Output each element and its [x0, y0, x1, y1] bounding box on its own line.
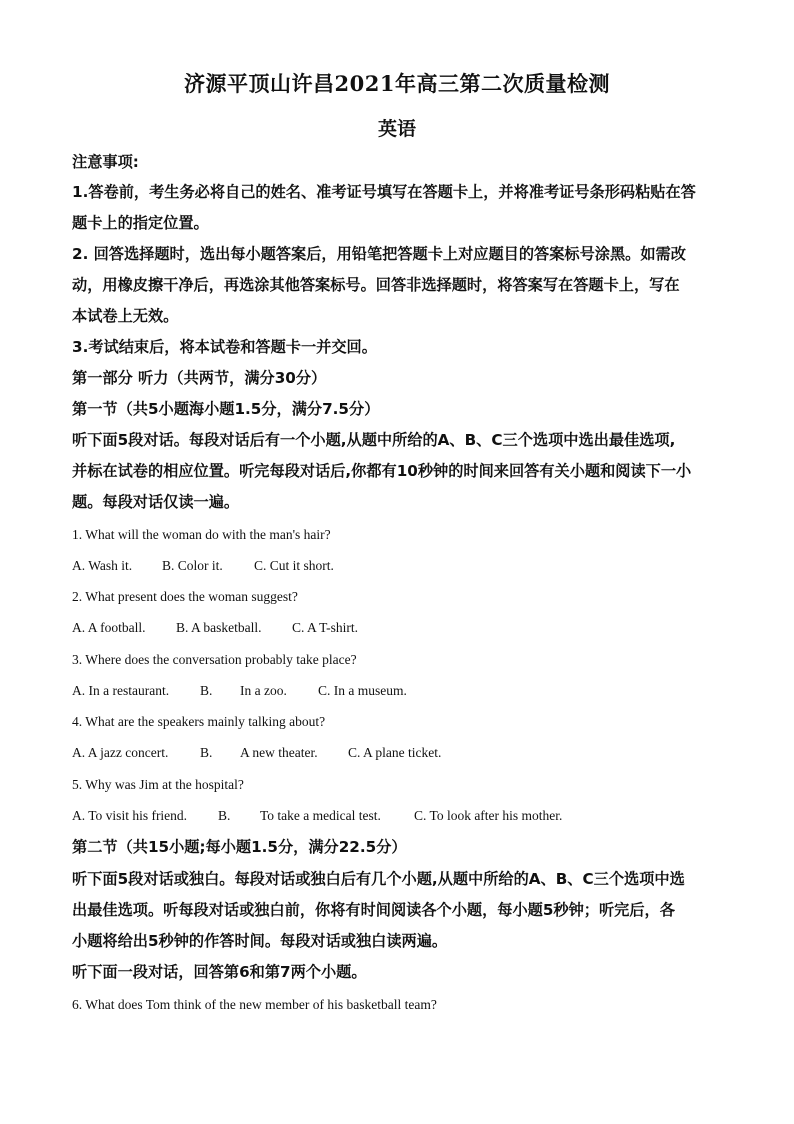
section1-instruction: 题。每段对话仅读一遍。: [72, 493, 240, 511]
option-b-letter: B.: [200, 745, 213, 760]
option-b-letter: B.: [200, 683, 213, 698]
notice-line: 3.考试结束后，将本试卷和答题卡一并交回。: [72, 338, 377, 356]
section1-instruction: 并标在试卷的相应位置。听完每段对话后,你都有10秒钟的时间来回答有关小题和阅读下一小: [72, 462, 692, 480]
question-stem: 6. What does Tom think of the new member of his basketball team?: [72, 997, 437, 1012]
subject-title: 英语: [377, 118, 416, 140]
section1-instruction: 听下面5段对话。每段对话后有一个小题,从题中所给的A、B、C三个选项中选出最佳选项,: [72, 431, 676, 449]
option-a: A. A jazz concert.: [72, 745, 169, 760]
option-c: C. A plane ticket.: [348, 745, 442, 760]
question-stem: 2. What present does the woman suggest?: [72, 589, 298, 604]
section1-heading: 第一节（共5小题海小题1.5分，满分7.5分）: [72, 400, 380, 418]
option-c: C. Cut it short.: [254, 558, 334, 573]
question-stem: 5. Why was Jim at the hospital?: [72, 777, 244, 792]
option-a: A. A football.: [72, 620, 146, 635]
option-a: A. In a restaurant.: [72, 683, 170, 698]
option-a: A. Wash it.: [72, 558, 133, 573]
notice-heading: 注意事项:: [72, 153, 139, 171]
question-stem: 4. What are the speakers mainly talking about?: [72, 714, 326, 729]
option-b-text: A new theater.: [240, 745, 318, 760]
notice-line: 1.答卷前，考生务必将自己的姓名、准考证号填写在答题卡上，并将准考证号条形码粘贴在答: [72, 183, 696, 201]
option-c: C. To look after his mother.: [414, 808, 563, 823]
exam-title: 济源平顶山许昌2021年高三第二次质量检测: [184, 71, 610, 96]
notice-line: 题卡上的指定位置。: [72, 214, 209, 232]
notice-line: 本试卷上无效。: [72, 307, 179, 325]
group-intro: 听下面一段对话，回答第6和第7两个小题。: [72, 963, 367, 981]
notice-line: 动，用橡皮擦干净后，再选涂其他答案标号。回答非选择题时，将答案写在答题卡上，写在: [72, 276, 680, 294]
section2-heading: 第二节（共15小题;每小题1.5分，满分22.5分）: [72, 838, 407, 856]
section2-instruction: 小题将给出5秒钟的作答时间。每段对话或独白读两遍。: [72, 932, 448, 950]
option-c: C. In a museum.: [318, 683, 407, 698]
section2-instruction: 出最佳选项。听每段对话或独白前，你将有时间阅读各个小题，每小题5秒钟；听完后，各: [72, 901, 675, 919]
option-b-text: To take a medical test.: [260, 808, 381, 823]
option-b-letter: B.: [218, 808, 231, 823]
notice-line: 2. 回答选择题时，选出每小题答案后，用铅笔把答题卡上对应题目的答案标号涂黑。如需改: [72, 245, 686, 263]
option-b-text: In a zoo.: [240, 683, 287, 698]
question-stem: 1. What will the woman do with the man's hair?: [72, 527, 331, 542]
option-b: B. Color it.: [162, 558, 223, 573]
section2-instruction: 听下面5段对话或独白。每段对话或独白后有几个小题,从题中所给的A、B、C三个选项中选: [72, 870, 685, 888]
option-c: C. A T-shirt.: [292, 620, 359, 635]
option-b: B. A basketball.: [176, 620, 262, 635]
question-stem: 3. Where does the conversation probably take place?: [72, 652, 357, 667]
part1-heading: 第一部分 听力（共两节，满分30分）: [72, 369, 327, 387]
option-a: A. To visit his friend.: [72, 808, 188, 823]
